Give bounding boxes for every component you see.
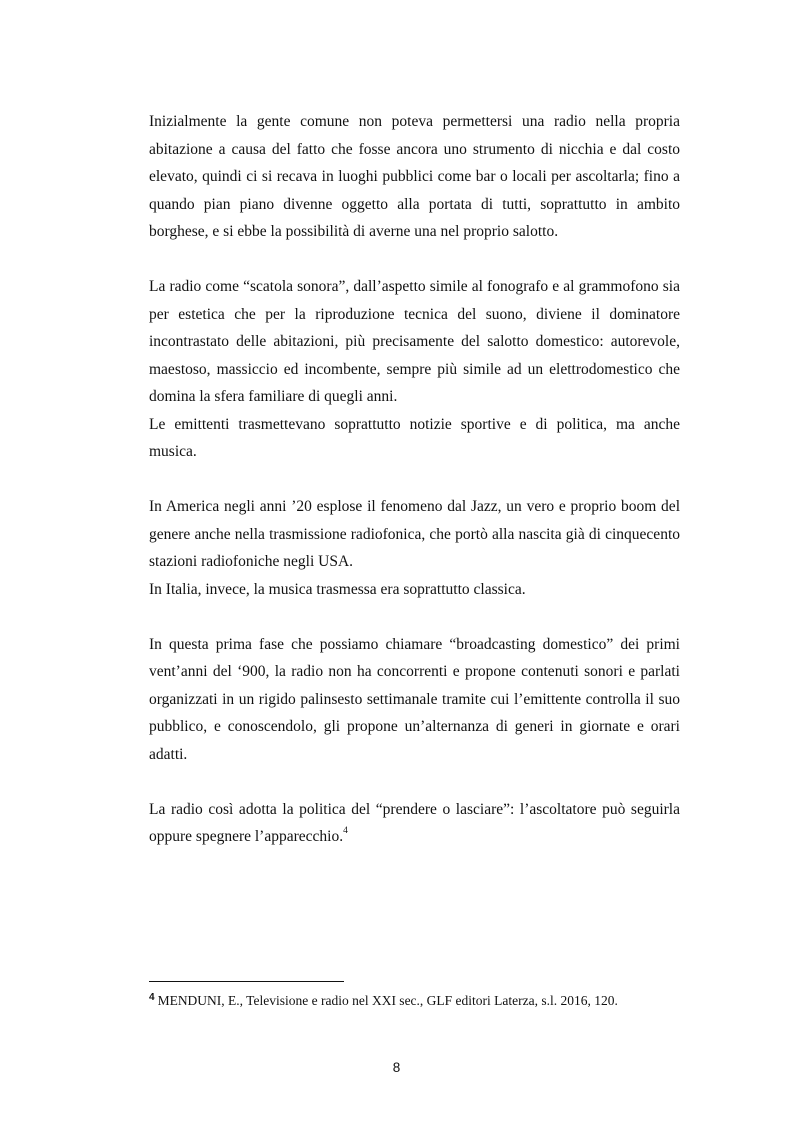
paragraph-broadcasting-domestico: In questa prima fase che possiamo chiamare “broadcasting domestico” dei primi vent’anni del ‘900, la radio non ha concorrenti e propone contenuti sonori e parlati organizzati in un rigido palinsesto settimanale tramite cui l’emittente controlla il suo pubblico, e conoscendolo, gli propone un’alternanza di generi in giornate e orari adatti. bbox=[149, 635, 680, 763]
footnote-number: 4 bbox=[149, 991, 155, 1003]
paragraph-take-or-leave bbox=[149, 796, 680, 851]
footnote-separator bbox=[149, 981, 344, 982]
paragraph-take-or-leave-text: La radio così adotta la politica del “prendere o lasciare”: l’ascoltatore può seguirla oppure spegnere l’apparecchio. bbox=[149, 800, 680, 845]
footnote-reference[interactable]: 4 bbox=[343, 825, 348, 836]
page-number: 8 bbox=[392, 1060, 401, 1075]
paragraph-radio-access: Inizialmente la gente comune non poteva permettersi una radio nella propria abitazione a causa del fatto che fosse ancora uno strumento di nicchia e dal costo elevato, quindi ci si recava in luoghi pubblici come bar o locali per ascoltarla; fino a quando pian piano divenne oggetto alla portata di tutti, soprattutto in ambito borghese, e si ebbe la possibilità di averne una nel proprio salotto. bbox=[149, 113, 680, 240]
footnote-text: MENDUNI, E., Televisione e radio nel XXI sec., GLF editori Laterza, s.l. 2016, 120. bbox=[157, 993, 618, 1008]
paragraph-sound-box: La radio come “scatola sonora”, dall’aspetto simile al fonografo e al grammofono sia per estetica che per la riproduzione tecnica del suono, diviene il dominatore incontrastato delle abitazioni, più precisamente del salotto domestico: autorevole, maestoso, massiccio ed incombente, sempre più simile ad un elettrodomestico che domina la sfera familiare di quegli anni. Le emittenti trasmettevano soprattutto notizie sportive e di politica, ma anche musica. bbox=[149, 278, 680, 460]
paragraph-jazz-america: In America negli anni ’20 esplose il fenomeno dal Jazz, un vero e proprio boom del genere anche nella trasmissione radiofonica, che portò alla nascita già di cinquecento stazioni radiofoniche negli USA. In Italia, invece, la musica trasmessa era soprattutto classica. bbox=[149, 498, 680, 598]
footnote bbox=[149, 992, 689, 1010]
body-text bbox=[149, 108, 680, 851]
